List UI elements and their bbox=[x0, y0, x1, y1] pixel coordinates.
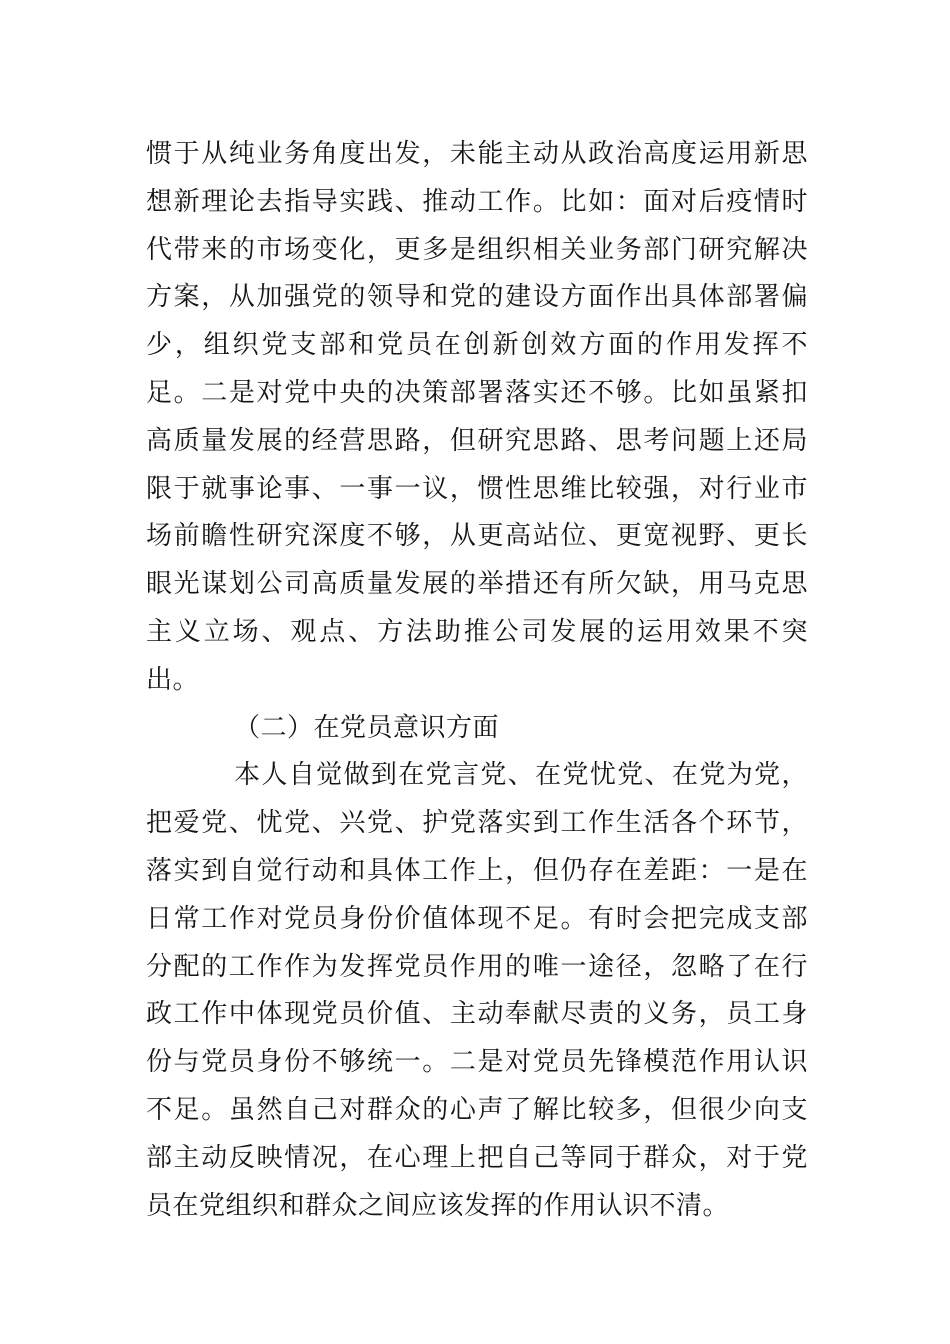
paragraph-party-awareness: 本人自觉做到在党言党、在党忧党、在党为党，把爱党、忧党、兴党、护党落实到工作生活各个环节，落实到自觉行动和具体工作上，但仍存在差距：一是在日常工作对党员身份价值体现不足。有时会把完成支部分配的工作作为发挥党员作用的唯一途径，忽略了在行政工作中体现党员价值、主动奉献尽责的义务，员工身份与党员身份不够统一。二是对党员先锋模范作用认识不足。虽然自己对群众的心声了解比较多，但很少向支部主动反映情况，在心理上把自己等同于群众，对于党员在党组织和群众之间应该发挥的作用认识不清。 bbox=[146, 760, 808, 1221]
document-body bbox=[146, 131, 808, 1230]
section-heading: （二）在党员意识方面 bbox=[234, 712, 500, 743]
paragraph-continued: 惯于从纯业务角度出发，未能主动从政治高度运用新思想新理论去指导实践、推动工作。比如：面对后疫情时代带来的市场变化，更多是组织相关业务部门研究解决方案，从加强党的领导和党的建设方面作出具体部署偏少，组织党支部和党员在创新创效方面的作用发挥不足。二是对党中央的决策部署落实还不够。比如虽紧扣高质量发展的经营思路，但研究思路、思考问题上还局限于就事论事、一事一议，惯性思维比较强，对行业市场前瞻性研究深度不够，从更高站位、更宽视野、更长眼光谋划公司高质量发展的举措还有所欠缺，用马克思主义立场、观点、方法助推公司发展的运用效果不突出。 bbox=[146, 139, 808, 695]
